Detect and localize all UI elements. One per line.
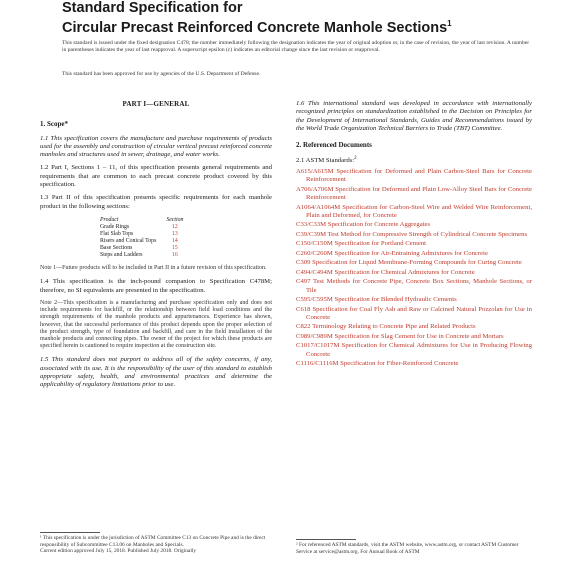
table-row <box>100 224 193 231</box>
footnote-divider-right <box>296 539 356 540</box>
note-1: Note 1—Future products will to be included in Part II in a future revision of this specification. <box>40 265 267 272</box>
reference-list <box>296 168 532 368</box>
paragraph-1-4: 1.4 This specification is the inch-pound companion to Specification C478M; therefore, no SI equivalents are presented in the specification. <box>40 278 272 294</box>
reference-item[interactable]: C989/C989M Specification for Slag Cement for Use in Concrete and Mortars <box>296 332 504 340</box>
paragraph-1-6: 1.6 This international standard was developed in accordance with internationally recognized principles on standardization established in the Decision on Principles for the Development of International Standards, Guides and Recommendations issued by the World Trade Organization Technical Barriers to Trade (TBT) Committee. <box>296 100 532 132</box>
paragraph-1-2: 1.2 Part I, Sections 1 – 11, of this specification presents general requirements and requirements that are common to each precast concrete product covered by this specification. <box>40 164 272 189</box>
table-cell-section-link[interactable]: 14 <box>171 238 178 245</box>
dod-notice: This standard has been approved for use by agencies of the U.S. Department of Defense. <box>62 71 261 77</box>
reference-item[interactable]: C497 Test Methods for Concrete Pipe, Concrete Box Sections, Manhole Sections, or Tile <box>296 278 532 294</box>
table-cell-product: Risers and Conical Tops <box>100 238 157 245</box>
table-row <box>100 238 193 245</box>
reference-item[interactable]: C39/C39M Test Method for Compressive Strength of Cylindrical Concrete Specimens <box>296 230 528 238</box>
table-cell-section-link[interactable]: 16 <box>171 252 178 259</box>
title-footnote-marker: 1 <box>447 19 452 28</box>
section-heading-referenced-documents: 2. Referenced Documents <box>296 141 372 150</box>
table-cell-product: Steps and Ladders <box>100 252 143 259</box>
table-header-product: Product <box>100 216 119 223</box>
document-title <box>62 0 522 36</box>
reference-item[interactable]: C494/C494M Specification for Chemical Admixtures for Concrete <box>296 268 475 276</box>
table-header-section: Section <box>166 216 184 223</box>
footnote-divider-left <box>40 532 100 533</box>
table-cell-section-link[interactable]: 15 <box>171 245 178 252</box>
table-row <box>100 231 193 238</box>
reference-item[interactable]: A615/A615M Specification for Deformed and Plain Carbon-Steel Bars for Concrete Reinforcement <box>296 168 533 184</box>
reference-item[interactable]: C1116/C1116M Specification for Fiber-Reinforced Concrete <box>296 360 459 368</box>
table-cell-product: Flat Slab Tops <box>100 231 134 238</box>
table-row <box>100 245 193 252</box>
reference-item[interactable]: C618 Specification for Coal Fly Ash and Raw or Calcined Natural Pozzolan for Use in Concrete <box>296 305 532 321</box>
footnote-right: ² For referenced ASTM standards, visit the ASTM website, www.astm.org, or contact ASTM Customer Service at service@astm.org. For Annual Book of ASTM <box>296 542 519 555</box>
footnote-left <box>40 535 272 555</box>
reference-item[interactable]: C595/C595M Specification for Blended Hydraulic Cements <box>296 296 457 304</box>
product-section-table <box>100 216 193 259</box>
table-cell-product: Grade Rings <box>100 224 130 231</box>
table-cell-section-link[interactable]: 13 <box>171 231 178 238</box>
reference-item[interactable]: A706/A706M Specification for Deformed and Plain Low-Alloy Steel Bars for Concrete Reinforcement <box>296 185 532 202</box>
reference-item[interactable]: C1017/C1017M Specification for Chemical Admixtures for Use in Producing Flowing Concrete <box>296 342 532 358</box>
right-column <box>296 100 532 370</box>
reference-item[interactable]: A1064/A1064M Specification for Carbon-Steel Wire and Welded Wire Reinforcement, Plain and Deformed, for Concrete <box>296 203 532 219</box>
paragraph-1-5: 1.5 This standard does not purport to address all of the safety concerns, if any, associated with its use. It is the responsibility of the user of this standard to establish appropriate safety, health, and environmental practices and determine the applicability of regulatory limitations prior to use. <box>40 356 272 389</box>
table-cell-section-link[interactable]: 12 <box>171 224 178 231</box>
paragraph-1-1: 1.1 This specification covers the manufacture and purchase requirements of products used for the assembly and construction of circular vertical precast reinforced concrete manholes and structures used in sewer, drainage, and water works. <box>40 134 272 159</box>
footnote-edition: Current edition approved July 15, 2018. Published July 2018. Originally <box>40 548 197 555</box>
section-heading-scope: 1. Scope* <box>40 120 68 129</box>
reference-item[interactable]: C150/C150M Specification for Portland Cement <box>296 240 427 248</box>
table-cell-product: Base Sections <box>100 245 133 252</box>
footnote-jurisdiction: ¹ This specification is under the jurisdiction of ASTM Committee C13 on Concrete Pipe and is the direct responsibility of Subcommittee C13.06 on Manholes and Specials. <box>40 535 266 548</box>
reference-item[interactable]: C260/C260M Specification for Air-Entraining Admixtures for Concrete <box>296 249 488 257</box>
astm-standards-intro: 2.1 ASTM Standards:$^2$ <box>296 156 357 165</box>
reference-item[interactable]: C822 Terminology Relating to Concrete Pipe and Related Products <box>296 323 476 331</box>
left-column <box>40 100 272 395</box>
part-heading: PART I—GENERAL <box>122 100 190 108</box>
note-2: Note 2—This specification is a manufacturing and purchase specification only and does not include requirements for backfill, or the relationship between field load conditions and the strength requirements of the manhole products and appurtenances. Experience has shown, however, that the successful performance of this product depends upon the proper selection of the product strength, type of foundation and backfill, and care in the field installation of the manhole products and connecting pipes. The owner of the project for which these products are specified herein is cautioned to require inspection at the construction site. <box>40 300 272 350</box>
table-row <box>100 252 193 259</box>
reference-item[interactable]: C33/C33M Specification for Concrete Aggregates <box>296 221 431 229</box>
reference-item[interactable]: C309 Specification for Liquid Membrane-Forming Compounds for Curing Concrete <box>296 259 522 267</box>
paragraph-1-3: 1.3 Part II of this specification presents specific requirements for each manhole product in the following sections: <box>40 194 272 210</box>
title-line-2: Circular Precast Reinforced Concrete Manhole Sections$^1$ <box>62 19 452 36</box>
designation-notice: This standard is issued under the fixed designation C478; the number immediately following the designation indicates the year of original adoption or, in the case of revision, the year of last revision. A number in parentheses indicates the year of last reapproval. A superscript epsilon (ε) indicates an editorial change since the last revision or reapproval. <box>62 40 530 53</box>
title-line-1: Standard Specification for <box>62 0 243 16</box>
